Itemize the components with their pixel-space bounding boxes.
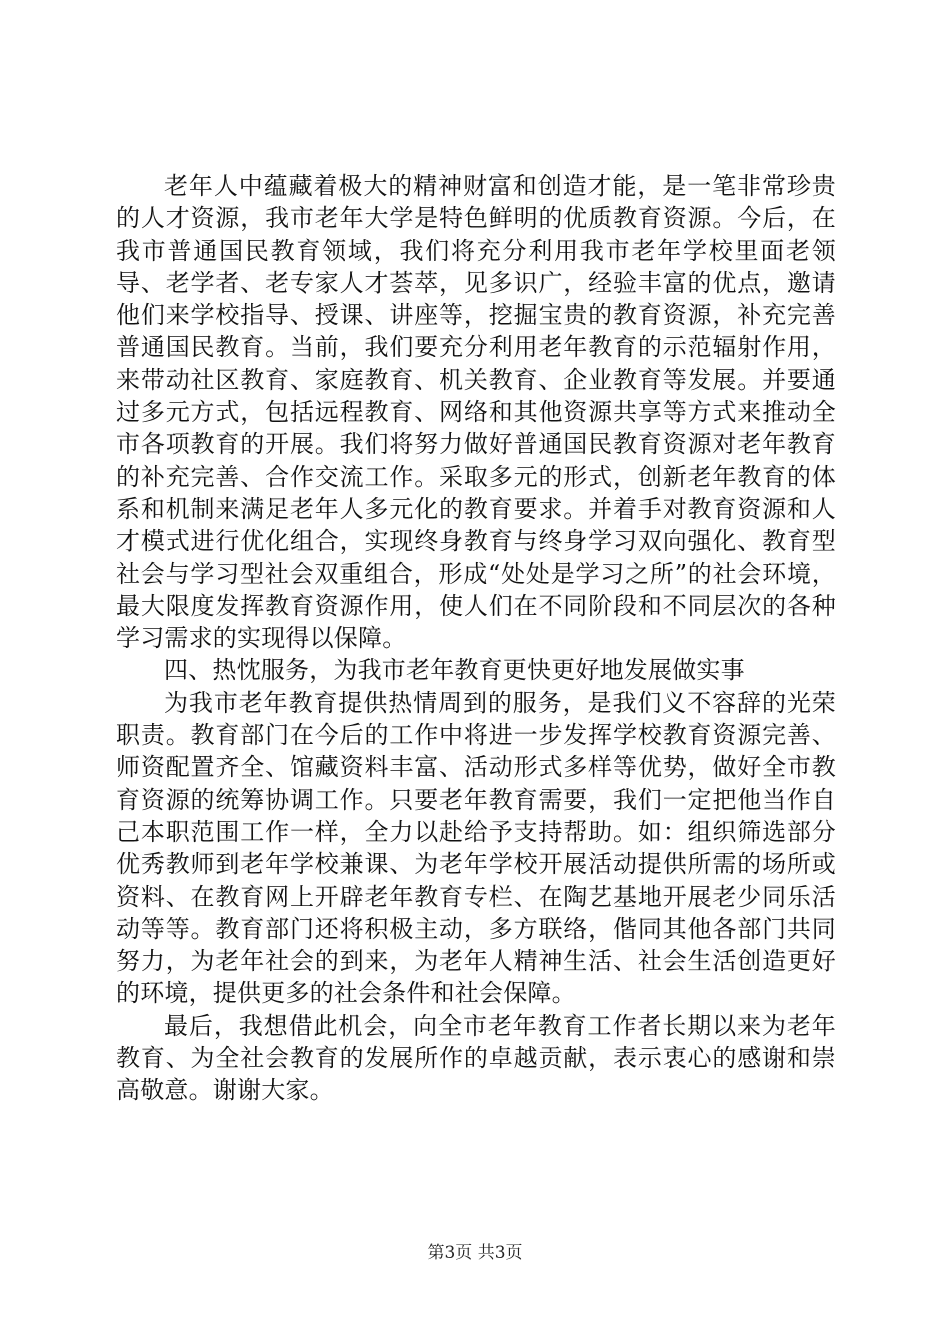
paragraph-closing-thanks: 最后，我想借此机会，向全市老年教育工作者长期以来为老年教育、为全社会教育的发展所作的卓越贡献，表示衷心的感谢和崇高敬意。谢谢大家。 [116,1011,836,1105]
paragraph-education-resources: 老年人中蕴藏着极大的精神财富和创造才能，是一笔非常珍贵的人才资源，我市老年大学是特色鲜明的优质教育资源。今后，在我市普通国民教育领域，我们将充分利用我市老年学校里面老领导、老学者、老专家人才荟萃，见多识广，经验丰富的优点，邀请他们来学校指导、授课、讲座等，挖掘宝贵的教育资源，补充完善普通国民教育。当前，我们要充分利用老年教育的示范辐射作用，来带动社区教育、家庭教育、机关教育、企业教育等发展。并要通过多元方式，包括远程教育、网络和其他资源共享等方式来推动全市各项教育的开展。我们将努力做好普通国民教育资源对老年教育的补充完善、合作交流工作。采取多元的形式，创新老年教育的体系和机制来满足老年人多元化的教育要求。并着手对教育资源和人才模式进行优化组合，实现终身教育与终身学习双向强化、教育型社会与学习型社会双重组合，形成“处处是学习之所”的社会环境，最大限度发挥教育资源作用，使人们在不同阶段和不同层次的各种学习需求的实现得以保障。 [116,172,836,653]
document-body [116,170,836,1107]
section-heading-service: 四、热忱服务，为我市老年教育更快更好地发展做实事 [164,656,745,685]
paragraph-service-commitment: 为我市老年教育提供热情周到的服务，是我们义不容辞的光荣职责。教育部门在今后的工作中将进一步发挥学校教育资源完善、师资配置齐全、馆藏资料丰富、活动形式多样等优势，做好全市教育资源的统筹协调工作。只要老年教育需要，我们一定把他当作自己本职范围工作一样，全力以赴给予支持帮助。如：组织筛选部分优秀教师到老年学校兼课、为老年学校开展活动提供所需的场所或资料、在教育网上开辟老年教育专栏、在陶艺基地开展老少同乐活动等等。教育部门还将积极主动，多方联络，偕同其他各部门共同努力，为老年社会的到来，为老年人精神生活、社会生活创造更好的环境，提供更多的社会条件和社会保障。 [116,688,836,1008]
page-number-footer: 第3页 共3页 [427,1243,523,1263]
